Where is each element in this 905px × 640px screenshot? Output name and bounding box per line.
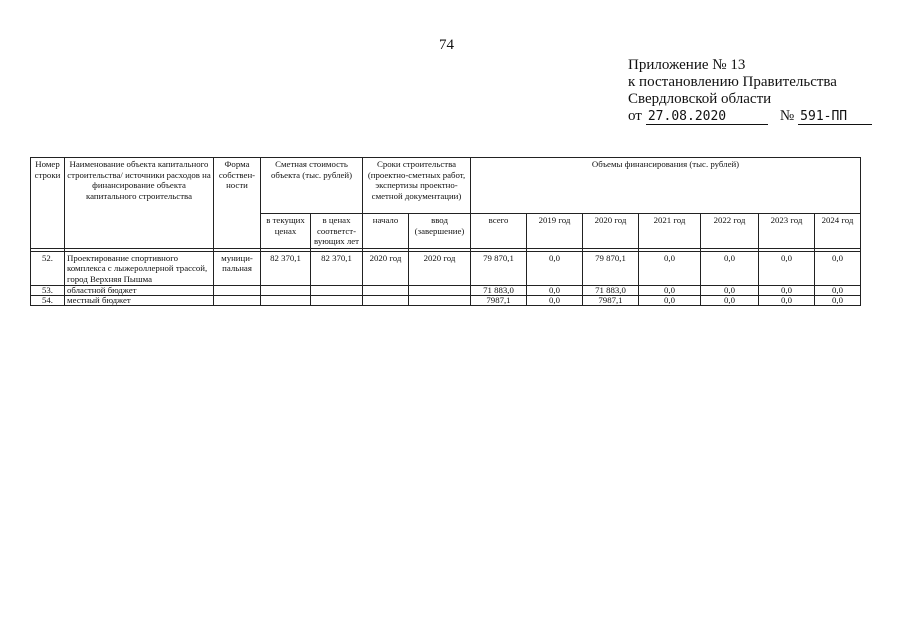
cell-2023: 0,0 xyxy=(759,286,815,296)
header-row-number: Номер строки xyxy=(31,158,65,249)
cell-2024: 0,0 xyxy=(815,296,861,306)
cell-2019: 0,0 xyxy=(527,251,583,286)
header-cost-current: в текущих ценах xyxy=(261,214,311,249)
cell-start xyxy=(363,286,409,296)
header-start: начало xyxy=(363,214,409,249)
cell-cost-period xyxy=(311,296,363,306)
header-construction-period: Сроки строительства (проектно-сметных работ, экспертизы проектно-сметной документации) xyxy=(363,158,471,214)
header-2021: 2021 год xyxy=(639,214,701,249)
header-2023: 2023 год xyxy=(759,214,815,249)
cell-2023: 0,0 xyxy=(759,251,815,286)
cell-num: 54. xyxy=(31,296,65,306)
cell-name: областной бюджет xyxy=(65,286,214,296)
cell-2022: 0,0 xyxy=(701,296,759,306)
cell-2020: 79 870,1 xyxy=(583,251,639,286)
table-row xyxy=(31,296,861,306)
resolution-number: 591-ПП xyxy=(798,110,872,125)
cell-2019: 0,0 xyxy=(527,296,583,306)
header-cost-period: в ценах соответст-вующих лет xyxy=(311,214,363,249)
number-label: № xyxy=(779,108,795,124)
appendix-title: Приложение № 13 xyxy=(628,57,746,73)
financing-table xyxy=(30,157,861,306)
from-label: от xyxy=(628,108,642,124)
header-2022: 2022 год xyxy=(701,214,759,249)
cell-ownership: муници-пальная xyxy=(214,251,261,286)
cell-cost-current xyxy=(261,286,311,296)
header-completion: ввод (завершение) xyxy=(409,214,471,249)
table-row xyxy=(31,251,861,286)
cell-total: 79 870,1 xyxy=(471,251,527,286)
cell-name: местный бюджет xyxy=(65,296,214,306)
cell-2020: 71 883,0 xyxy=(583,286,639,296)
header-object-name: Наименование объекта капитального строительства/ источники расходов на финансирование объекта капитального строительства xyxy=(65,158,214,249)
appendix-resolution: к постановлению Правительства xyxy=(628,74,837,90)
cell-name: Проектирование спортивного комплекса с лыжероллерной трассой, город Верхняя Пышма xyxy=(65,251,214,286)
cell-2023: 0,0 xyxy=(759,296,815,306)
header-2019: 2019 год xyxy=(527,214,583,249)
cell-end: 2020 год xyxy=(409,251,471,286)
cell-ownership xyxy=(214,296,261,306)
header-row-1 xyxy=(31,158,861,214)
cell-cost-current xyxy=(261,296,311,306)
cell-total: 7987,1 xyxy=(471,296,527,306)
cell-cost-period xyxy=(311,286,363,296)
cell-start: 2020 год xyxy=(363,251,409,286)
header-2020: 2020 год xyxy=(583,214,639,249)
cell-ownership xyxy=(214,286,261,296)
cell-2024: 0,0 xyxy=(815,251,861,286)
cell-2021: 0,0 xyxy=(639,251,701,286)
cell-num: 53. xyxy=(31,286,65,296)
header-2024: 2024 год xyxy=(815,214,861,249)
page-number: 74 xyxy=(439,37,454,53)
cell-2022: 0,0 xyxy=(701,251,759,286)
header-financing: Объемы финансирования (тыс. рублей) xyxy=(471,158,861,214)
appendix-date-number xyxy=(628,108,872,125)
cell-2019: 0,0 xyxy=(527,286,583,296)
header-total: всего xyxy=(471,214,527,249)
appendix-region: Свердловской области xyxy=(628,91,772,107)
cell-end xyxy=(409,286,471,296)
cell-start xyxy=(363,296,409,306)
cell-2022: 0,0 xyxy=(701,286,759,296)
header-ownership: Форма собствен-ности xyxy=(214,158,261,249)
cell-2021: 0,0 xyxy=(639,286,701,296)
cell-cost-current: 82 370,1 xyxy=(261,251,311,286)
cell-cost-period: 82 370,1 xyxy=(311,251,363,286)
cell-total: 71 883,0 xyxy=(471,286,527,296)
cell-2020: 7987,1 xyxy=(583,296,639,306)
appendix-header xyxy=(628,57,872,125)
header-estimated-cost: Сметная стоимость объекта (тыс. рублей) xyxy=(261,158,363,214)
cell-2021: 0,0 xyxy=(639,296,701,306)
cell-num: 52. xyxy=(31,251,65,286)
table-row xyxy=(31,286,861,296)
cell-2024: 0,0 xyxy=(815,286,861,296)
cell-end xyxy=(409,296,471,306)
resolution-date: 27.08.2020 xyxy=(646,110,768,125)
